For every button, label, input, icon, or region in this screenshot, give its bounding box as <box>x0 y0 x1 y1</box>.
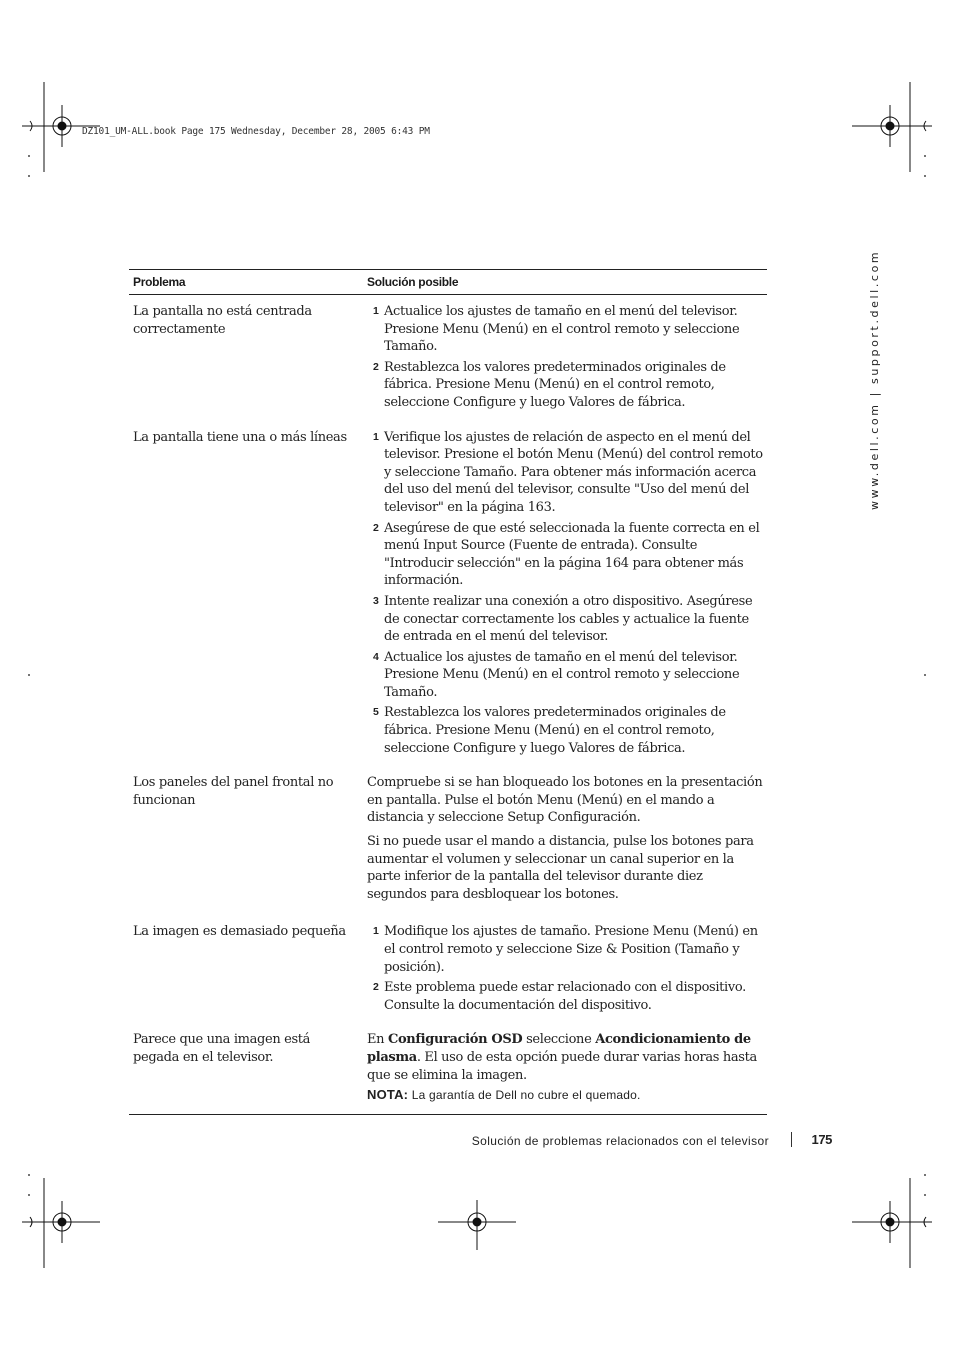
solution-step: 4 Actualice los ajustes de tamaño en el menú del televisor. Presione Menu (Menú) en el control remoto y seleccione Tamaño. <box>373 649 740 700</box>
solution-step: 1 Actualice los ajustes de tamaño en el menú del televisor. Presione Menu (Menú) en el control remoto y seleccione Tamaño. <box>373 304 740 355</box>
page-number: 175 <box>811 1132 832 1147</box>
footer-separator <box>791 1132 792 1147</box>
book-header-info: DZ101_UM-ALL.book Page 175 Wednesday, December 28, 2005 6:43 PM <box>82 126 430 137</box>
problem-cell: La pantalla no está centrada correctamente <box>133 304 312 337</box>
solution-step: 1 Verifique los ajustes de relación de aspecto en el menú del televisor. Presione el botón Menu (Menú) del control remoto y seleccione Tamaño. Para obtener más información acerca del uso del menú del televisor, consulte "Uso del menú del televisor" en la página 163. <box>373 429 763 515</box>
solution-steps <box>367 303 763 412</box>
solution-paragraph: En Configuración OSD seleccione Acondicionamiento de plasma. El uso de esta opción puede durar varias horas hasta que se elimina la imagen. <box>367 1032 757 1083</box>
note-label: NOTA: <box>367 1087 409 1103</box>
footer-section-title: Solución de problemas relacionados con el televisor <box>471 1134 769 1148</box>
problem-cell: Los paneles del panel frontal no funcionan <box>133 775 334 808</box>
col-header-problem: Problema <box>129 270 363 295</box>
solution-steps <box>367 923 763 1014</box>
table-row <box>129 915 767 1023</box>
solution-step: 5 Restablezca los valores predeterminados originales de fábrica. Presione Menu (Menú) en el control remoto, seleccione Configure y luego Valores de fábrica. <box>373 705 726 756</box>
table-row <box>129 295 767 421</box>
solution-cell <box>363 421 767 767</box>
troubleshooting-table <box>129 269 767 1115</box>
table-row <box>129 766 767 915</box>
solution-steps <box>367 429 763 758</box>
solution-cell <box>363 1023 767 1114</box>
sidebar-url-text: www.dell.com | support.dell.com <box>868 249 881 510</box>
problem-cell: La pantalla tiene una o más líneas <box>133 429 347 445</box>
page-footer <box>380 1132 832 1152</box>
solution-step: 2 Restablezca los valores predeterminados originales de fábrica. Presione Menu (Menú) en el control remoto, seleccione Configure y luego Valores de fábrica. <box>373 359 726 410</box>
solution-paragraph: Si no puede usar el mando a distancia, pulse los botones para aumentar el volumen y seleccionar un canal superior en la parte inferior de la pantalla del televisor durante diez segundos para desbloquear los botones. <box>367 834 754 902</box>
col-header-solution: Solución posible <box>363 270 767 295</box>
solution-step: 2 Este problema puede estar relacionado con el dispositivo. Consulte la documentación del dispositivo. <box>373 980 746 1013</box>
table-row <box>129 1023 767 1114</box>
solution-cell <box>363 766 767 915</box>
note-text: La garantía de Dell no cubre el quemado. <box>408 1088 641 1103</box>
solution-cell <box>363 295 767 421</box>
solution-step: 3 Intente realizar una conexión a otro dispositivo. Asegúrese de conectar correctamente los cables y actualice la fuente de entrada en el menú del televisor. <box>373 593 753 645</box>
solution-step: 1 Modifique los ajustes de tamaño. Presione Menu (Menú) en el control remoto y seleccione Size & Position (Tamaño y posición). <box>373 924 758 975</box>
solution-step: 2 Asegúrese de que esté seleccionada la fuente correcta en el menú Input Source (Fuente de entrada). Consulte "Introducir selección" en la página 164 para obtener más información. <box>373 520 760 589</box>
table-row <box>129 421 767 767</box>
solution-cell <box>363 915 767 1023</box>
sidebar-url <box>868 249 888 510</box>
solution-paragraph: Compruebe si se han bloqueado los botones en la presentación en pantalla. Pulse el botón Menu (Menú) en el mando a distancia y seleccione Setup Configuración. <box>367 775 763 826</box>
problem-cell: Parece que una imagen está pegada en el televisor. <box>129 1023 363 1114</box>
table-header-row <box>129 270 767 295</box>
note <box>367 1086 763 1105</box>
problem-cell: La imagen es demasiado pequeña <box>133 924 346 940</box>
